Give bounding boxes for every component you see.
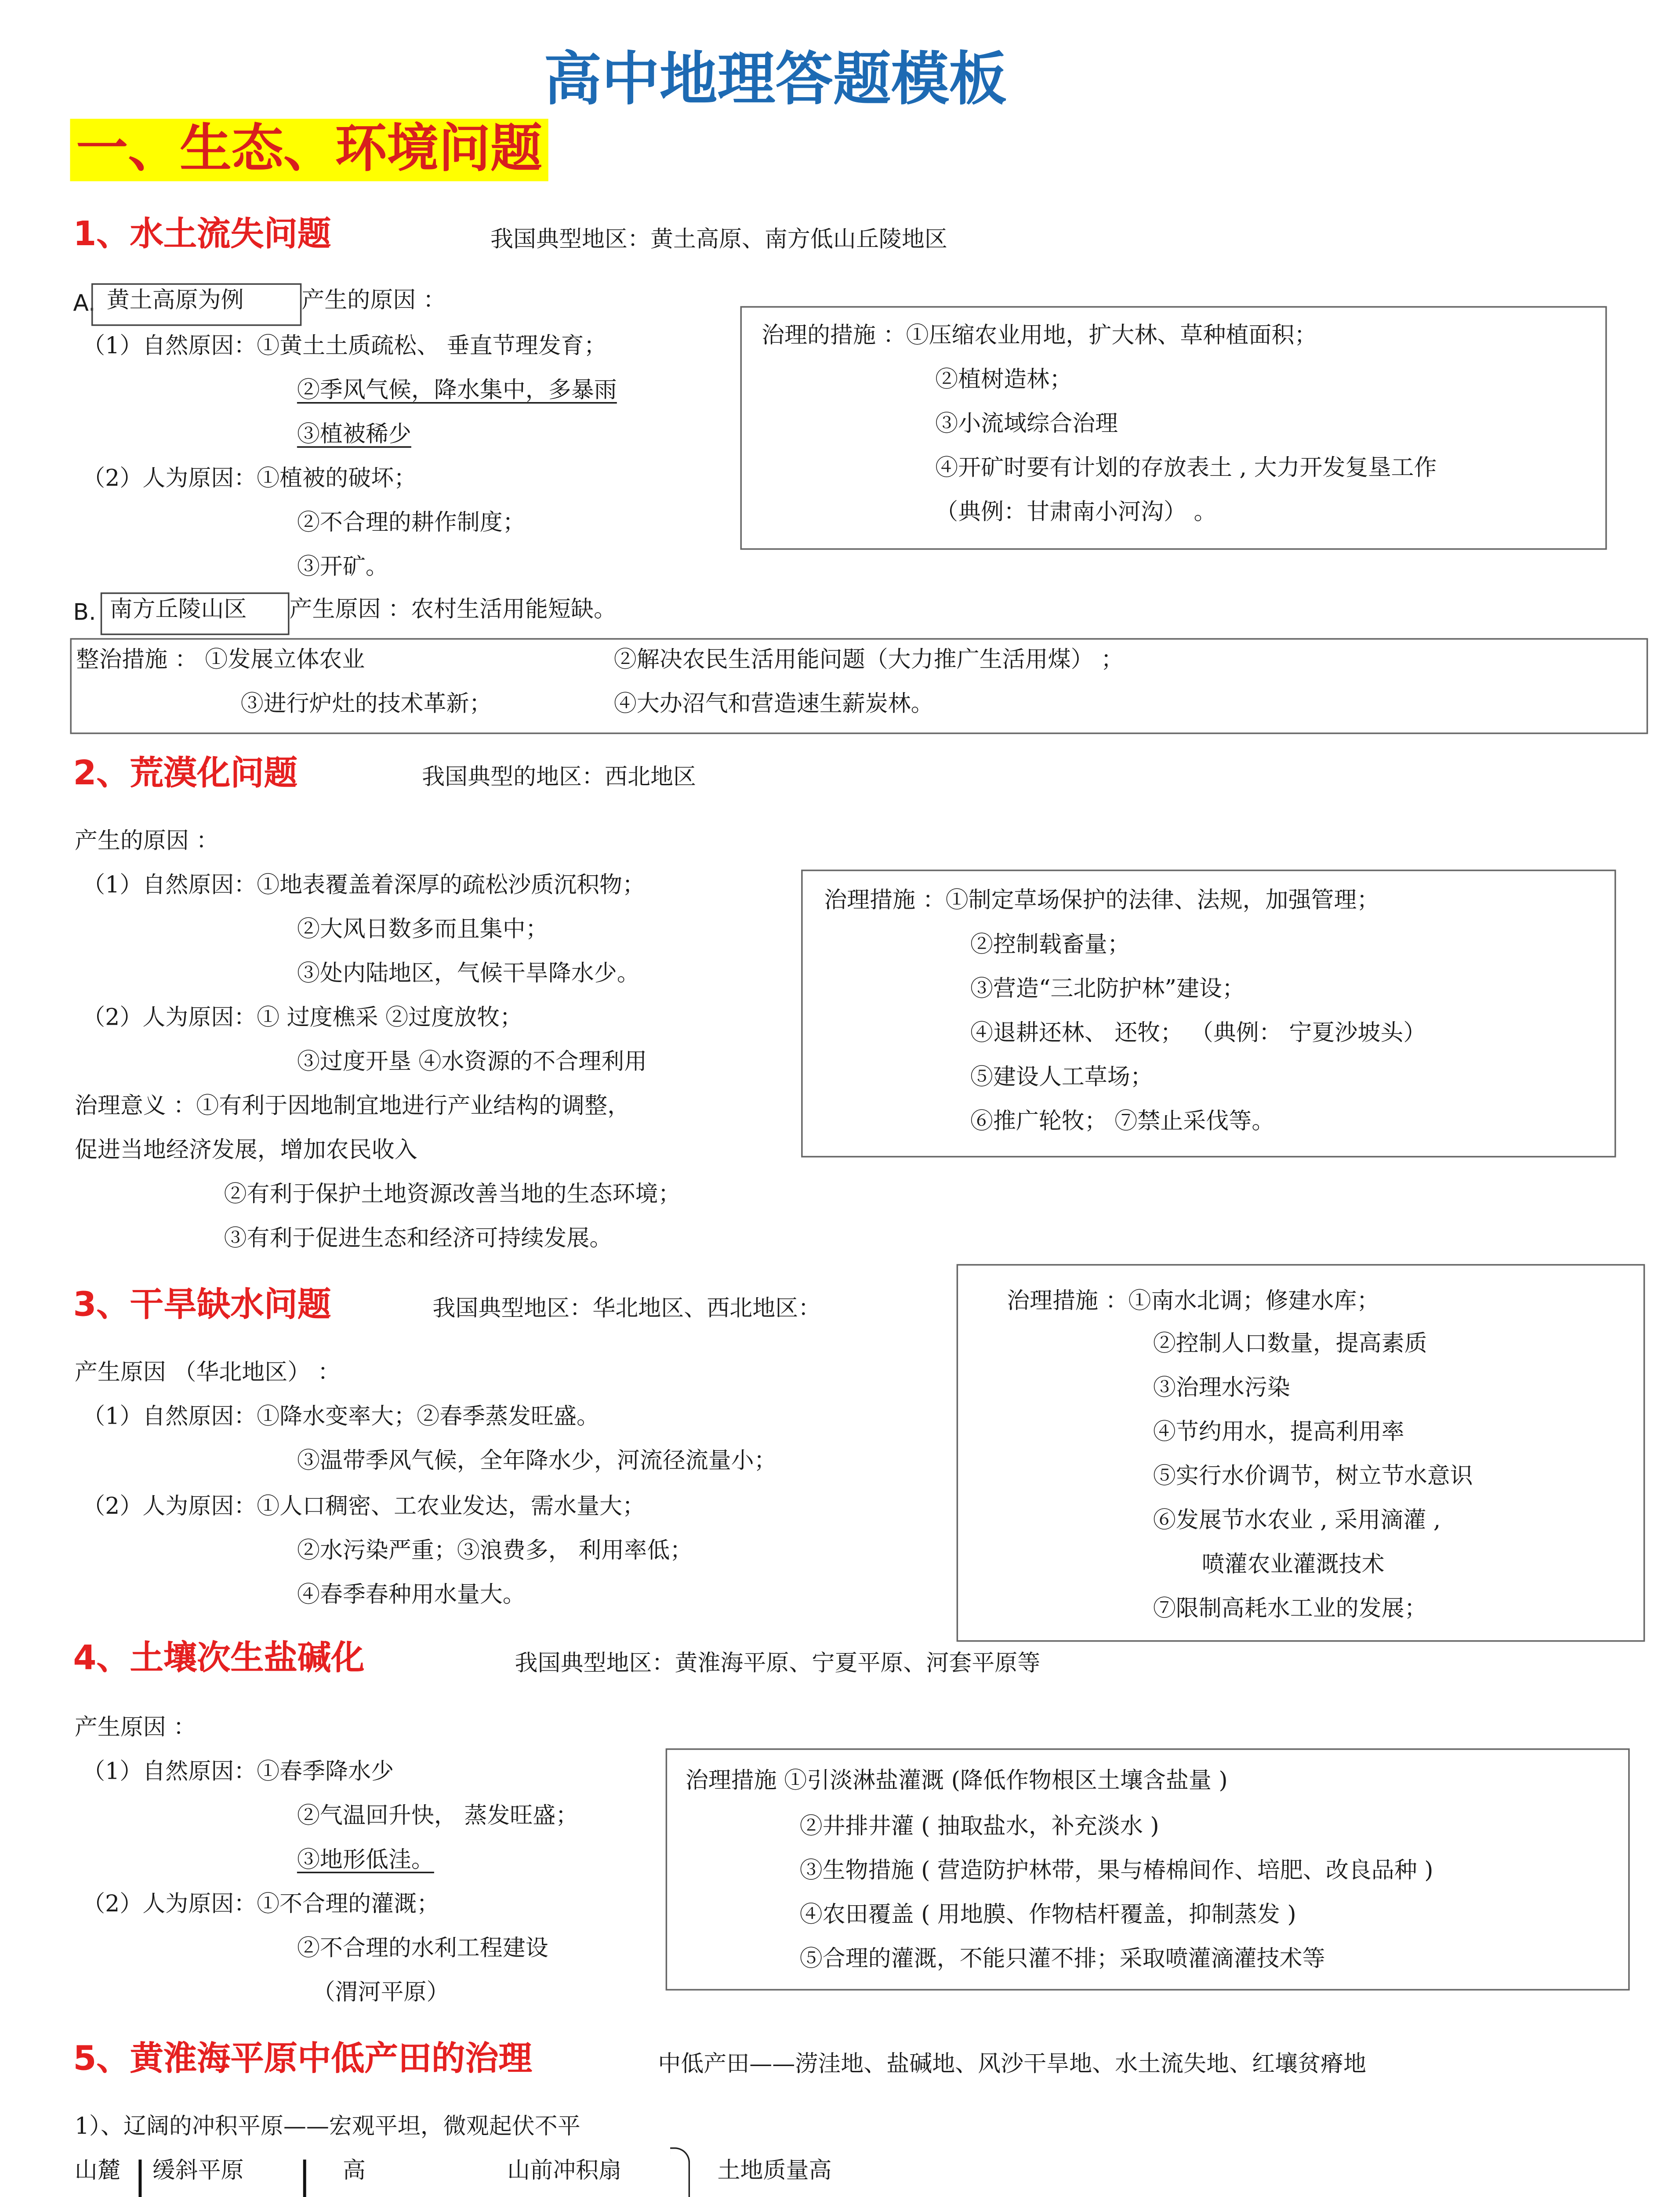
region-low-yield: 中低产田——涝洼地、盐碱地、风沙干旱地、水土流失地、红壤贫瘠地 [658, 2050, 1367, 2077]
remedy-2: ②解决农民生活用能问题（大力推广生活用煤） ； [613, 645, 1124, 673]
heading-drought: 3、干旱缺水问题 [73, 1287, 331, 1325]
region-soil-erosion: 我国典型地区：黄土高原、南方低山丘陵地区 [490, 225, 947, 253]
desert-meaning-2: 促进当地经济发展，增加农民收入 [74, 1136, 417, 1164]
arrow-line-left [138, 2160, 142, 2197]
desert-natural-2: ②大风日数多而且集中； [297, 915, 548, 943]
desert-human-2: ③过度开垦 ④水资源的不合理利用 [297, 1048, 647, 1075]
desert-measure-2: ②控制载畜量； [970, 930, 1130, 958]
desert-measure-5: ⑤建设人工草场； [970, 1063, 1153, 1091]
salt-human-2: ②不合理的水利工程建设 [297, 1934, 548, 1962]
remedy-4: ④大办沼气和营造速生薪炭林。 [613, 690, 934, 718]
gentle-plain: 缓斜平原 [152, 2156, 244, 2184]
drought-human-1: （2）人为原因：①人口稠密、工农业发达，需水量大； [82, 1492, 646, 1520]
region-desertification: 我国典型的地区：西北地区 [422, 763, 697, 790]
measure-3: ③小流域综合治理 [935, 410, 1118, 437]
heading-salinization: 4、土壤次生盐碱化 [73, 1640, 365, 1679]
drought-measure-1: 治理措施 ：①南水北调；修建水库； [1007, 1287, 1380, 1315]
natural-cause-2: ②季风气候，降水集中，多暴雨 [297, 376, 617, 404]
drought-human-2: ②水污染严重；③浪费多， 利用率低； [297, 1537, 693, 1564]
page-title: 高中地理答题模板 [544, 45, 1007, 113]
measure-1: 治理的措施 ：①压缩农业用地，扩大林、草种植面积； [762, 321, 1317, 349]
drought-measure-2: ②控制人口数量，提高素质 [1153, 1329, 1427, 1357]
natural-cause-3: ③植被稀少 [297, 420, 411, 448]
salt-natural-1: （1）自然原因：①春季降水少 [82, 1757, 394, 1785]
desert-measure-4: ④退耕还林、 还牧； （典例： 宁夏沙坡头） [970, 1019, 1426, 1047]
measure-5: （典例：甘肃南小河沟） 。 [935, 498, 1217, 526]
natural-cause-1: （1）自然原因：①黄土土质疏松、 垂直节理发育； [82, 332, 607, 359]
desert-measure-1: 治理措施 ：①制定草场保护的法律、法规，加强管理； [824, 886, 1380, 914]
salt-natural-2: ②气温回升快， 蒸发旺盛； [297, 1802, 579, 1829]
drought-measure-4: ④节约用水，提高利用率 [1153, 1418, 1404, 1446]
human-cause-1: （2）人为原因：①植被的破坏； [82, 464, 417, 492]
tag-loess: 黄土高原为例 [106, 286, 244, 314]
drought-natural-1: （1）自然原因：①降水变率大；②春季蒸发旺盛。 [82, 1403, 600, 1430]
section-heading-ecology: 一、生态、环境问题 [70, 119, 548, 181]
desert-measure-3: ③营造“三北防护林”建设； [970, 975, 1245, 1002]
desert-human-1: （2）人为原因：① 过度樵采 ②过度放牧； [82, 1004, 523, 1031]
desert-meaning-4: ③有利于促进生态和经济可持续发展。 [224, 1224, 613, 1252]
drought-natural-2: ③温带季风气候，全年降水少，河流径流量小； [297, 1447, 777, 1475]
label-a: A. [73, 289, 96, 317]
region-salinization: 我国典型地区：黄淮海平原、宁夏平原、河套平原等 [515, 1649, 1041, 1677]
plain-intro: 1）、辽阔的冲积平原——宏观平坦，微观起伏不平 [74, 2112, 581, 2140]
salt-measure-1: 治理措施 ①引淡淋盐灌溉 (降低作物根区土壤含盐量 ) [685, 1766, 1228, 1794]
drought-measure-5: ⑤实行水价调节，树立节水意识 [1153, 1462, 1473, 1490]
cause-title-b: 产生原因 ：农村生活用能短缺。 [289, 595, 617, 623]
drought-measure-8: ⑦限制高耗水工业的发展； [1153, 1594, 1427, 1622]
region-drought: 我国典型地区：华北地区、西北地区： [432, 1294, 821, 1322]
label-b: B. [73, 598, 96, 626]
arrow-line-mid [303, 2160, 306, 2197]
measures-box-drought [957, 1264, 1645, 1642]
desert-natural-3: ③处内陆地区，气候干旱降水少。 [297, 959, 640, 987]
desert-meaning-1: 治理意义 ：①有利于因地制宜地进行产业结构的调整， [74, 1092, 631, 1120]
cause-title-desert: 产生的原因 ： [74, 827, 219, 855]
drought-measure-7: 喷灌农业灌溉技术 [1201, 1550, 1385, 1578]
heading-low-yield: 5、黄淮海平原中低产田的治理 [73, 2041, 532, 2079]
salt-human-3: （渭河平原） [312, 1978, 450, 2006]
measure-2: ②植树造林； [935, 365, 1073, 393]
alluvial-fan: 山前冲积扇 [507, 2156, 622, 2184]
salt-measure-2: ②井排井灌 ( 抽取盐水，补充淡水 ) [799, 1812, 1159, 1840]
human-cause-3: ③开矿。 [297, 553, 388, 580]
heading-soil-erosion: 1、水土流失问题 [73, 216, 331, 254]
heading-desertification: 2、荒漠化问题 [73, 755, 298, 794]
row-piedmont: 山麓 [74, 2156, 120, 2184]
label-high: 高 [342, 2156, 366, 2184]
salt-measure-5: ⑤合理的灌溉，不能只灌不排；采取喷灌滴灌技术等 [799, 1945, 1325, 1972]
desert-meaning-3: ②有利于保护土地资源改善当地的生态环境； [224, 1180, 681, 1208]
desert-measure-6: ⑥推广轮牧； ⑦禁止采伐等。 [970, 1107, 1275, 1135]
desert-natural-1: （1）自然原因：①地表覆盖着深厚的疏松沙质沉积物； [82, 871, 646, 899]
brace [670, 2147, 690, 2197]
drought-measure-6: ⑥发展节水农业 , 采用滴灌 , [1153, 1506, 1441, 1534]
tag-south: 南方丘陵山区 [109, 595, 247, 623]
salt-natural-3: ③地形低洼。 [297, 1845, 434, 1874]
cause-title-salt: 产生原因 ： [74, 1713, 196, 1741]
drought-measure-3: ③治理水污染 [1153, 1374, 1290, 1401]
measure-4: ④开矿时要有计划的存放表土 , 大力开发复垦工作 [935, 453, 1437, 482]
cause-title-a: 产生的原因 ： [301, 286, 446, 314]
remedy-1: 整治措施 ： ①发展立体农业 [76, 645, 365, 673]
salt-human-1: （2）人为原因：①不合理的灌溉； [82, 1890, 440, 1918]
remedy-3: ③进行炉灶的技术革新； [240, 690, 492, 718]
salt-measure-4: ④农田覆盖 ( 用地膜、作物桔杆覆盖，抑制蒸发 ) [799, 1900, 1296, 1928]
drought-human-3: ④春季春种用水量大。 [297, 1581, 526, 1609]
salt-measure-3: ③生物措施 ( 营造防护林带，果与椿棉间作、培肥、改良品种 ) [799, 1856, 1433, 1884]
land-quality-high: 土地质量高 [717, 2156, 832, 2184]
cause-title-drought: 产生原因 （华北地区） ： [74, 1358, 341, 1386]
human-cause-2: ②不合理的耕作制度； [297, 508, 526, 537]
